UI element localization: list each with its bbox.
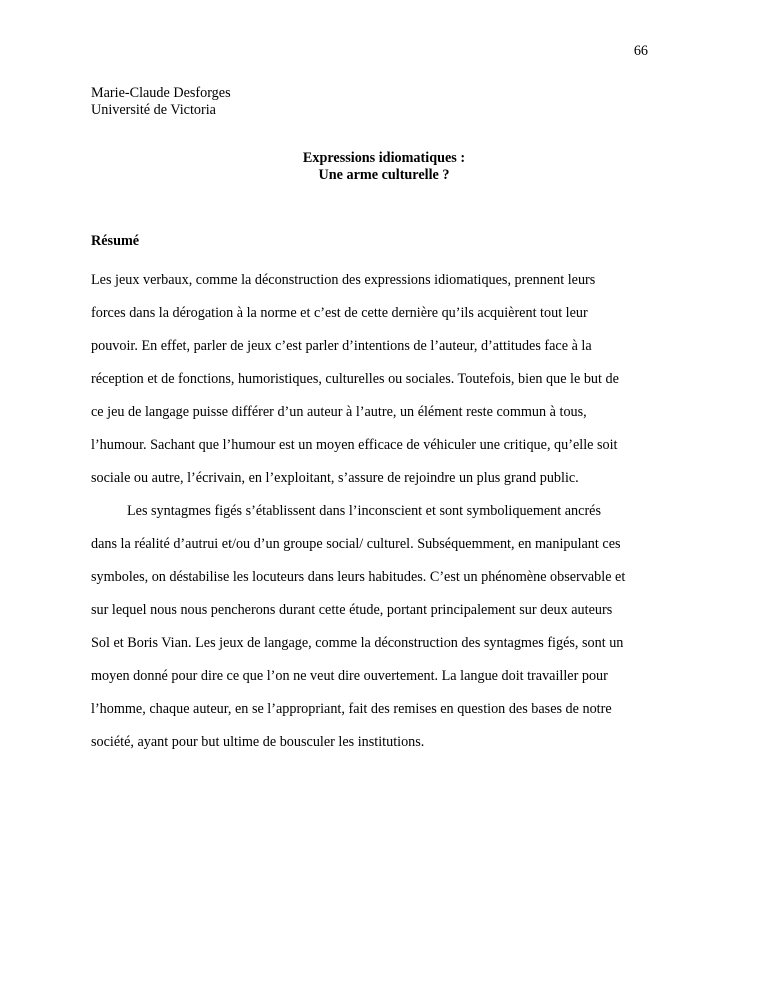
abstract-paragraph-1 xyxy=(91,264,681,495)
text-line: Les syntagmes figés s’établissent dans l’inconscient et sont symboliquement ancrés xyxy=(127,503,601,519)
author-block xyxy=(91,85,231,119)
text-line: ce jeu de langage puisse différer d’un auteur à l’autre, un élément reste commun à tous, xyxy=(91,404,587,420)
text-line: pouvoir. En effet, parler de jeux c’est parler d’intentions de l’auteur, d’attitudes face à la xyxy=(91,338,592,354)
text-line: Sol et Boris Vian. Les jeux de langage, comme la déconstruction des syntagmes figés, sont un xyxy=(91,635,624,651)
text-line: symboles, on déstabilise les locuteurs dans leurs habitudes. C’est un phénomène observable et xyxy=(91,569,626,585)
text-line: dans la réalité d’autrui et/ou d’un groupe social/ culturel. Subséquemment, en manipulant ces xyxy=(91,536,621,552)
text-line: l’homme, chaque auteur, en se l’appropriant, fait des remises en question des bases de notre xyxy=(91,701,612,717)
text-line: forces dans la dérogation à la norme et c’est de cette dernière qu’ils acquièrent tout leur xyxy=(91,305,588,321)
text-line: moyen donné pour dire ce que l’on ne veut dire ouvertement. La langue doit travailler pour xyxy=(91,668,608,684)
text-line: l’humour. Sachant que l’humour est un moyen efficace de véhiculer une critique, qu’elle soit xyxy=(91,437,618,453)
text-line: réception et de fonctions, humoristiques, culturelles ou sociales. Toutefois, bien que le but de xyxy=(91,371,619,387)
abstract-heading: Résumé xyxy=(91,233,140,249)
page-number: 66 xyxy=(633,43,648,59)
title-line-2: Une arme culturelle ? xyxy=(318,167,450,183)
text-line: sur lequel nous nous pencherons durant cette étude, portant principalement sur deux auteurs xyxy=(91,602,613,618)
author-name: Marie-Claude Desforges xyxy=(91,85,231,101)
text-line: société, ayant pour but ultime de bousculer les institutions. xyxy=(91,734,425,750)
article-title xyxy=(0,150,768,184)
title-line-1: Expressions idiomatiques : xyxy=(302,150,466,166)
abstract-paragraph-2 xyxy=(91,495,681,759)
author-affiliation: Université de Victoria xyxy=(91,102,216,118)
text-line: sociale ou autre, l’écrivain, en l’exploitant, s’assure de rejoindre un plus grand public. xyxy=(91,470,579,486)
abstract-body xyxy=(91,264,681,759)
text-line: Les jeux verbaux, comme la déconstruction des expressions idiomatiques, prennent leurs xyxy=(91,272,596,288)
